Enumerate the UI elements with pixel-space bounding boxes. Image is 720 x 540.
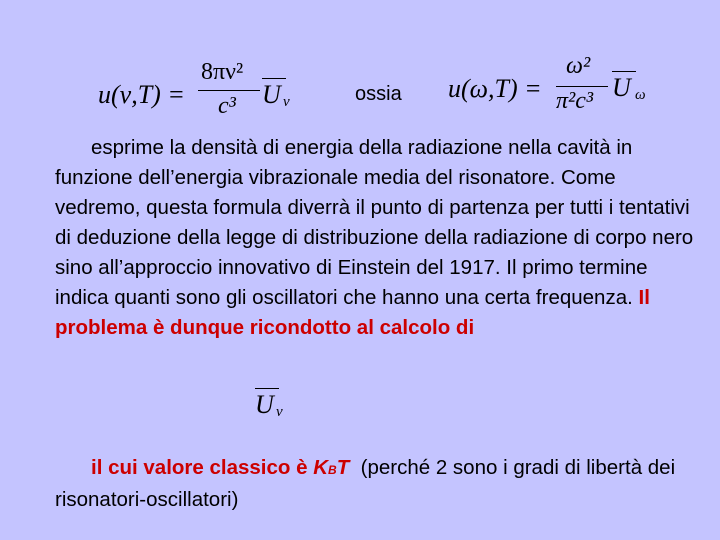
- formula2-factor-sub: ω: [635, 87, 646, 103]
- formula3-factor: U: [255, 390, 274, 419]
- kb-subscript: B: [328, 463, 337, 477]
- temperature-symbol: T: [336, 456, 350, 479]
- paragraph1-highlight: Il problema è dunque ricondotto al calcolo di: [55, 286, 650, 339]
- paragraph2-rest: (perché 2 sono i gradi di libertà dei risonatori-oscillatori): [55, 456, 681, 511]
- formula1-denominator: c³: [218, 93, 236, 119]
- main-paragraph: [55, 133, 695, 343]
- formula2-denominator: π²c³: [556, 88, 594, 114]
- formula3-overline: [255, 388, 279, 389]
- paragraph2-highlight: il cui valore classico è: [91, 456, 314, 479]
- formula2-fraction-bar: [556, 86, 608, 87]
- formula1-factor-sub: ν: [283, 94, 290, 110]
- formula3-factor-sub: ν: [276, 404, 283, 420]
- formula1-fraction-bar: [198, 90, 260, 91]
- formula1-numerator: 8πν²: [201, 59, 244, 85]
- formula2-overline: [612, 71, 636, 72]
- formula1-lhs: u(ν,T) =: [98, 80, 185, 109]
- formula2-factor: U: [612, 73, 631, 102]
- formula1-factor: U: [262, 80, 281, 109]
- formula1-overline: [262, 78, 286, 79]
- formula2-lhs: u(ω,T) =: [448, 74, 542, 103]
- formula2-numerator: ω²: [566, 53, 591, 79]
- kb-symbol: K: [313, 456, 329, 479]
- paragraph1-text: esprime la densità di energia della radiazione nella cavità in funzione dell’energia vibrazionale media del risonatore. Come vedremo, questa formula diverrà il punto di partenza per tutti i tentativi di deduzione della legge di distribuzione della radiazione di corpo nero sino all’approccio innovativo di Einstein del 1917. Il primo termine indica quanti sono gli oscillatori che hanno una certa frequenza.: [55, 136, 694, 309]
- closing-paragraph: [55, 453, 695, 515]
- connector-word: ossia: [355, 83, 402, 105]
